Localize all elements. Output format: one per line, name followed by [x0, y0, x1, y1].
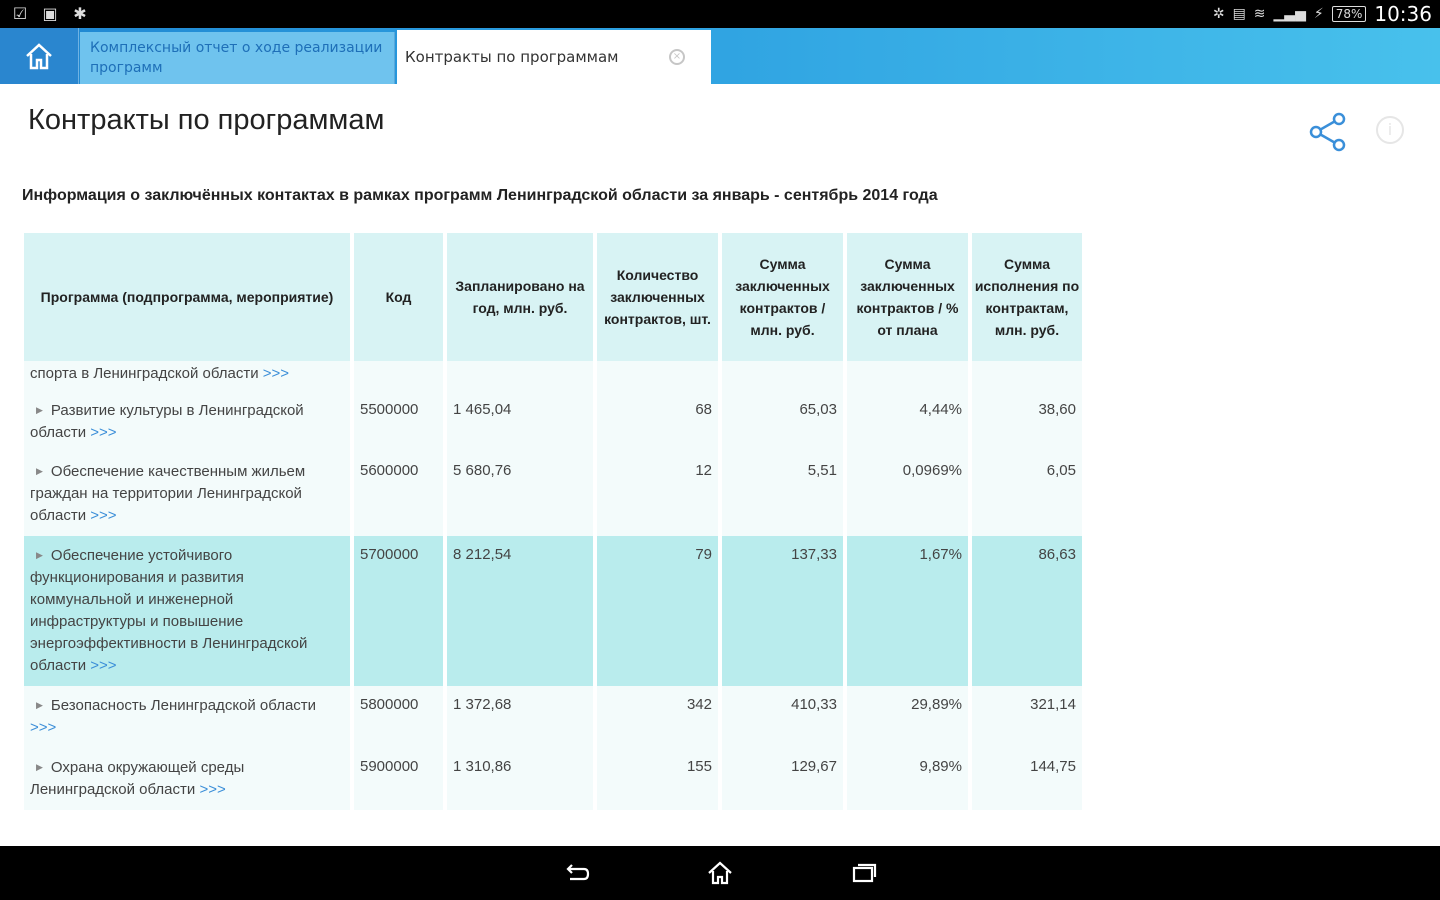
home-icon	[23, 40, 55, 72]
program-name-cell	[24, 361, 350, 391]
close-icon[interactable]: ×	[669, 49, 685, 65]
execution-cell: 86,63	[972, 536, 1082, 686]
code-cell: 5500000	[354, 391, 443, 452]
program-name-cell	[24, 686, 350, 748]
count-cell: 342	[597, 686, 718, 748]
program-name-cell	[24, 748, 350, 810]
program-name: Обеспечение качественным жильем граждан на территории Ленинградской области	[30, 463, 306, 524]
code-cell: 5600000	[354, 452, 443, 536]
percent-cell: 29,89%	[847, 686, 968, 748]
checkbox-notification-icon: ☑	[12, 4, 28, 23]
column-header-code: Код	[354, 233, 443, 361]
details-link[interactable]: >>>	[199, 781, 226, 798]
table-row[interactable]	[24, 452, 1082, 536]
code-cell	[354, 361, 443, 391]
share-icon[interactable]	[1306, 110, 1350, 154]
column-header-sum: Сумма заключенных контрактов / млн. руб.	[722, 233, 843, 361]
percent-cell: 0,0969%	[847, 452, 968, 536]
planned-cell: 8 212,54	[447, 536, 593, 686]
count-cell	[597, 361, 718, 391]
column-header-program: Программа (подпрограмма, мероприятие)	[24, 233, 350, 361]
recents-icon[interactable]	[850, 859, 878, 887]
table-row[interactable]	[24, 391, 1082, 452]
wifi-icon: ≋	[1253, 6, 1266, 22]
details-link[interactable]: >>>	[90, 507, 117, 524]
message-notification-icon: ▣	[42, 4, 58, 23]
expand-triangle-icon[interactable]: ▶	[36, 466, 43, 476]
execution-cell: 38,60	[972, 391, 1082, 452]
battery-level: 78%	[1332, 6, 1367, 22]
code-cell: 5700000	[354, 536, 443, 686]
count-cell: 155	[597, 748, 718, 810]
table-row[interactable]	[24, 536, 1082, 686]
tab-label: Контракты по программам	[405, 48, 619, 66]
charging-icon: ⚡	[1313, 6, 1324, 22]
program-name-cell	[24, 452, 350, 536]
planned-cell	[447, 361, 593, 391]
count-cell: 68	[597, 391, 718, 452]
planned-cell: 1 465,04	[447, 391, 593, 452]
table-row[interactable]	[24, 748, 1082, 810]
program-name: Развитие культуры в Ленинградской области	[30, 402, 304, 441]
android-notification-icon: ✱	[73, 4, 87, 23]
percent-cell	[847, 361, 968, 391]
expand-triangle-icon[interactable]: ▶	[36, 700, 43, 710]
column-header-count: Количество заключенных контрактов, шт.	[597, 233, 718, 361]
tab-contracts[interactable]	[397, 30, 711, 84]
notification-icons	[10, 4, 90, 24]
column-header-percent: Сумма заключенных контрактов / % от плана	[847, 233, 968, 361]
report-subtitle: Информация о заключённых контактах в рамках программ Ленинградской области за январь - сентябрь 2014 года	[22, 187, 938, 204]
execution-cell: 321,14	[972, 686, 1082, 748]
count-cell: 12	[597, 452, 718, 536]
nfc-icon: ▤	[1232, 6, 1246, 22]
execution-cell: 144,75	[972, 748, 1082, 810]
table-row[interactable]	[24, 686, 1082, 748]
percent-cell: 4,44%	[847, 391, 968, 452]
execution-cell	[972, 361, 1082, 391]
navigation-bar	[0, 846, 1440, 900]
program-name: Безопасность Ленинградской области	[50, 697, 317, 714]
program-name: спорта в Ленинградской области	[30, 365, 259, 382]
planned-cell: 1 310,86	[447, 748, 593, 810]
program-name-cell	[24, 536, 350, 686]
sum-cell	[722, 361, 843, 391]
tab-label: Комплексный отчет о ходе реализации программ	[90, 40, 383, 76]
planned-cell: 5 680,76	[447, 452, 593, 536]
count-cell: 79	[597, 536, 718, 686]
data-table	[20, 233, 1086, 810]
code-cell: 5800000	[354, 686, 443, 748]
details-link[interactable]: >>>	[90, 424, 117, 441]
contracts-table[interactable]	[24, 233, 1080, 798]
expand-triangle-icon[interactable]: ▶	[36, 762, 43, 772]
details-link[interactable]: >>>	[90, 657, 117, 674]
tab-complex-report[interactable]	[80, 32, 395, 84]
code-cell: 5900000	[354, 748, 443, 810]
expand-triangle-icon[interactable]: ▶	[36, 405, 43, 415]
details-link[interactable]: >>>	[262, 365, 290, 382]
system-icons	[1213, 0, 1432, 28]
sum-cell: 410,33	[722, 686, 843, 748]
details-link[interactable]: >>>	[30, 719, 57, 736]
home-button[interactable]	[0, 28, 79, 84]
tab-bar	[0, 28, 1440, 84]
execution-cell: 6,05	[972, 452, 1082, 536]
table-row[interactable]	[24, 361, 1082, 391]
program-name: Охрана окружающей среды Ленинградской области	[30, 759, 245, 798]
percent-cell: 9,89%	[847, 748, 968, 810]
program-name: Обеспечение устойчивого функционирования и развития коммунальной и инженерной инфраструктуры и повышение энергоэффективности в Ленинградской области	[30, 547, 308, 674]
home-nav-icon[interactable]	[706, 859, 734, 887]
back-icon[interactable]	[562, 859, 590, 887]
sum-cell: 65,03	[722, 391, 843, 452]
signal-icon: ▁▃▅	[1273, 6, 1306, 22]
clock: 10:36	[1374, 2, 1432, 26]
sum-cell: 129,67	[722, 748, 843, 810]
program-name-cell	[24, 391, 350, 452]
expand-triangle-icon[interactable]: ▶	[36, 550, 43, 560]
column-header-execution: Сумма исполнения по контрактам, млн. руб.	[972, 233, 1082, 361]
planned-cell: 1 372,68	[447, 686, 593, 748]
page-title: Контракты по программам	[28, 104, 385, 136]
bluetooth-icon: ✲	[1212, 6, 1225, 22]
percent-cell: 1,67%	[847, 536, 968, 686]
info-icon[interactable]: i	[1376, 116, 1404, 144]
sum-cell: 137,33	[722, 536, 843, 686]
column-header-planned: Запланировано на год, млн. руб.	[447, 233, 593, 361]
sum-cell: 5,51	[722, 452, 843, 536]
table-header-row	[24, 233, 1082, 361]
status-bar	[0, 0, 1440, 28]
